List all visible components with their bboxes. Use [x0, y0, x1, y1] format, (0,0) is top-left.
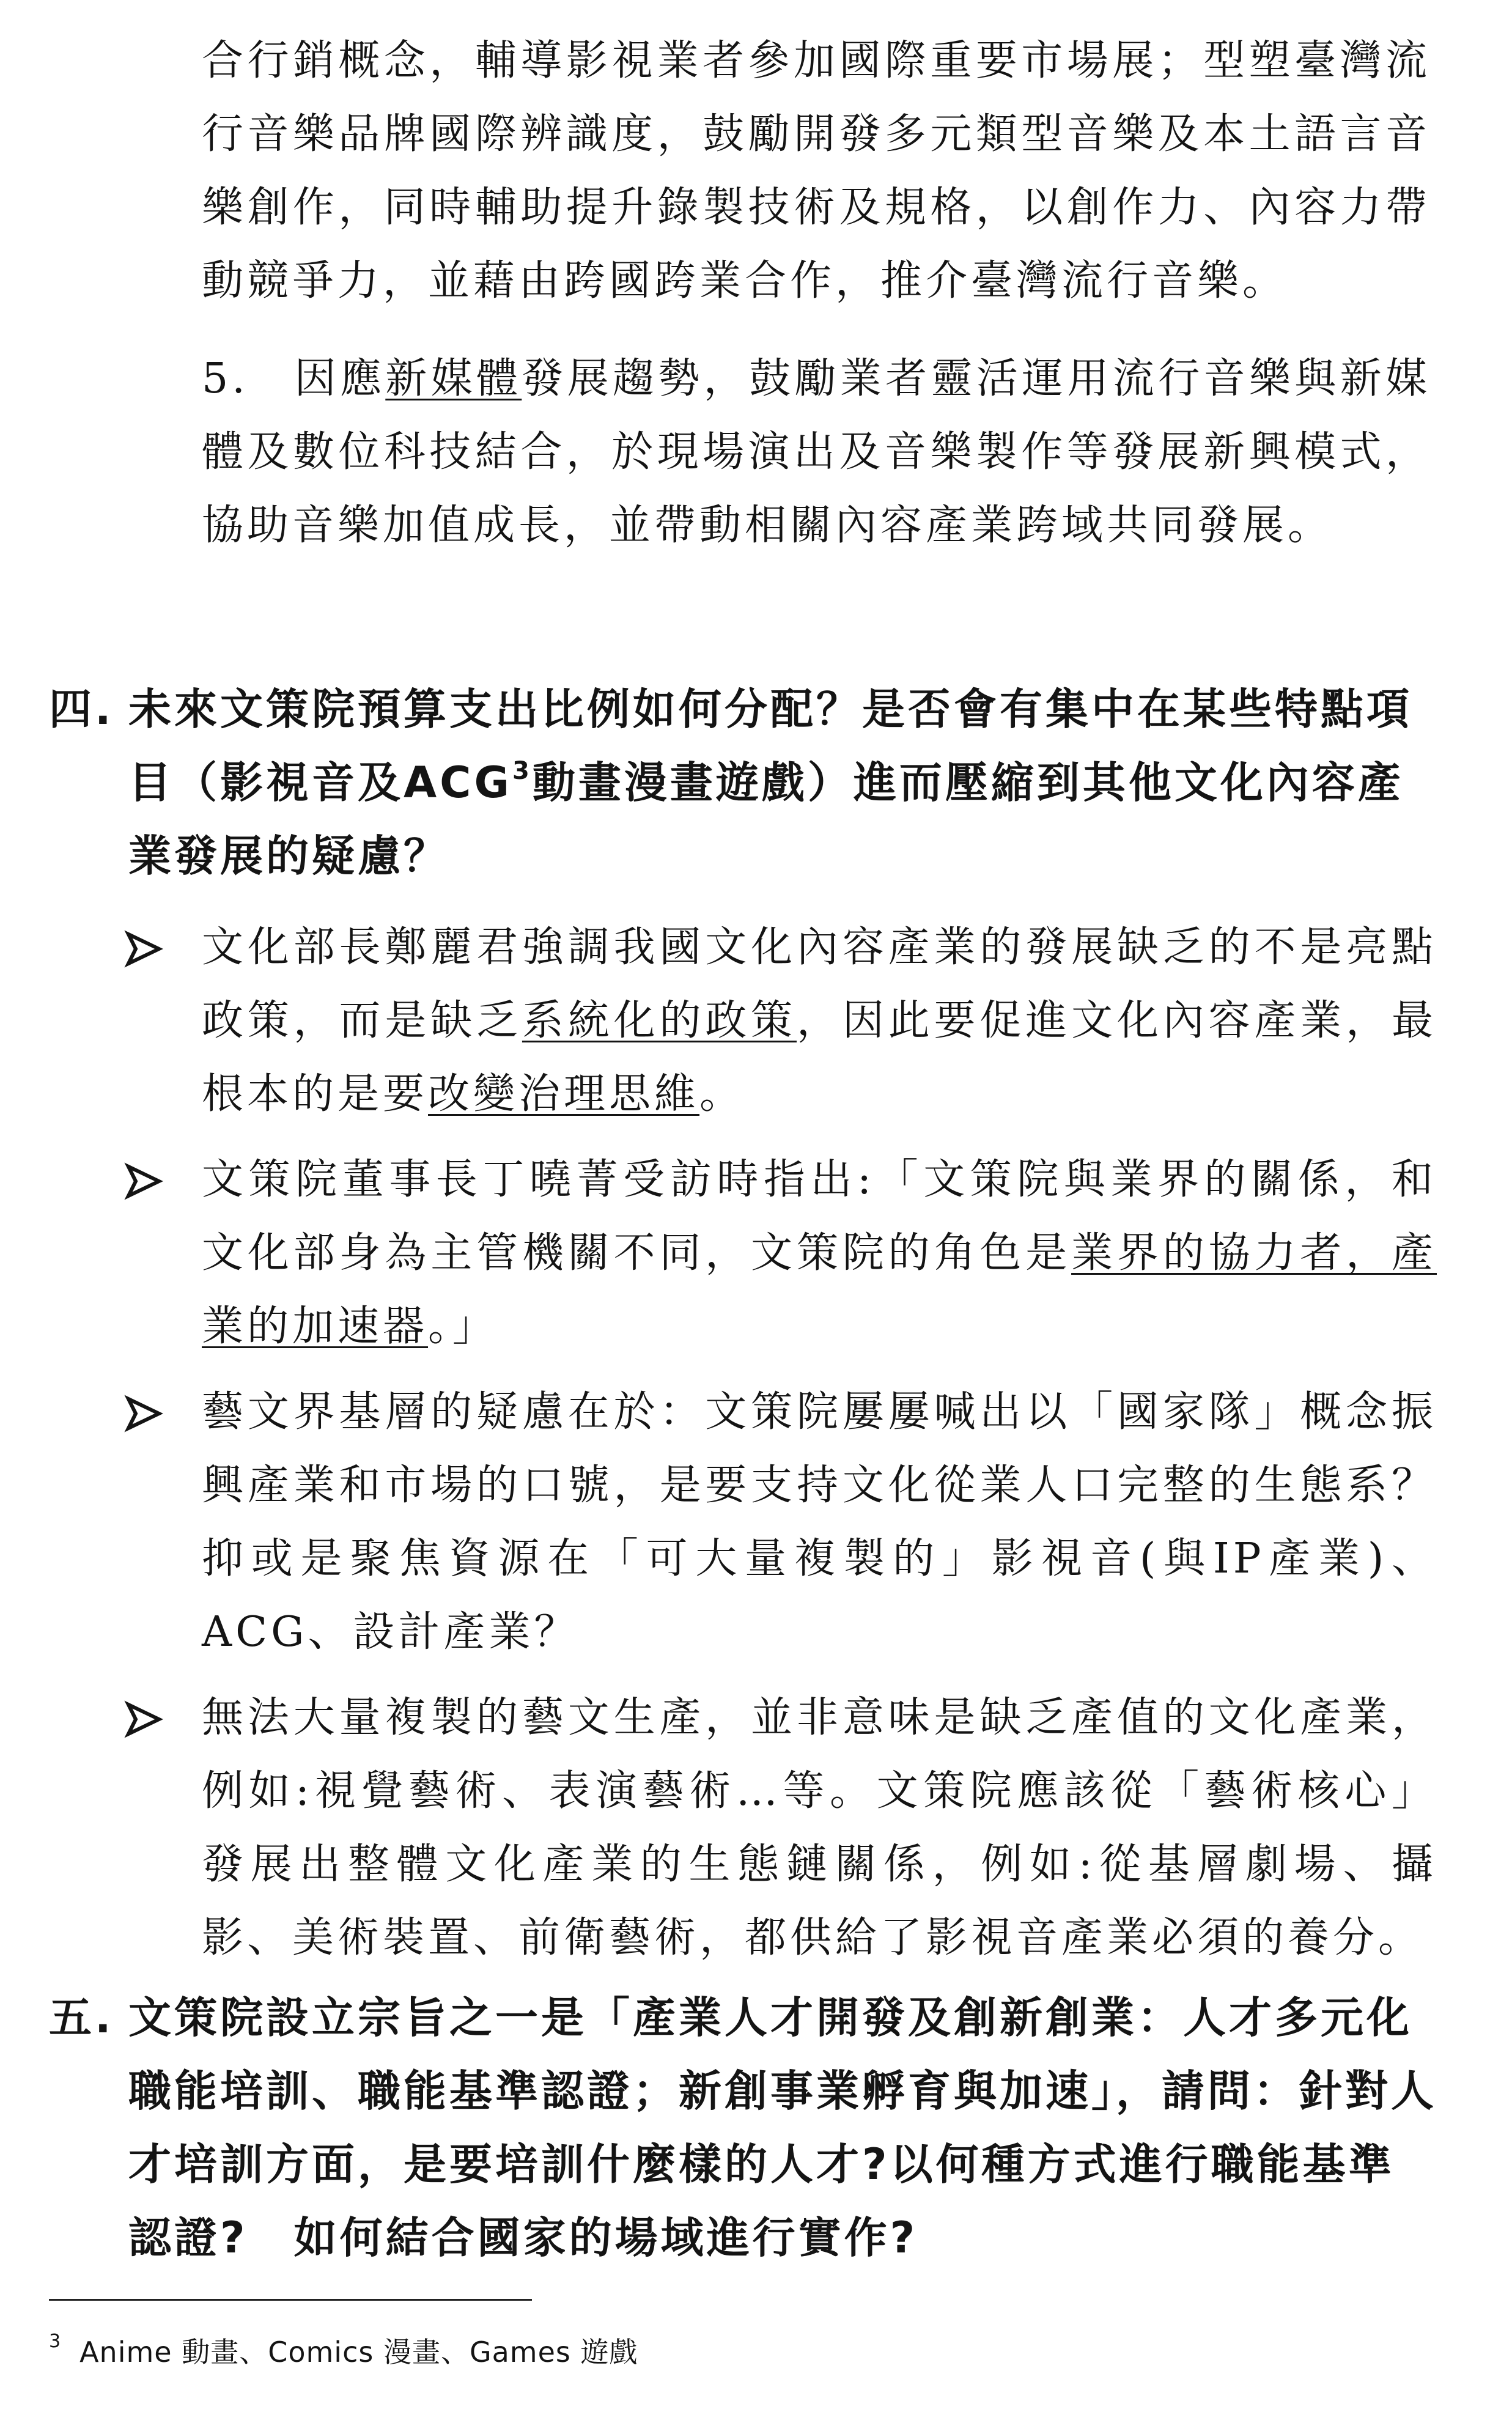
bullet-text-part: 。	[699, 1070, 745, 1118]
section-number: 五.	[49, 1993, 114, 2043]
bullet-text-part: 文化部長鄭麗君強調我國文化內容產業的發展缺乏的不是亮點政策，而是缺乏	[202, 923, 1437, 1045]
section-5-heading	[49, 1981, 1437, 2274]
bullet-item	[122, 1681, 1437, 1975]
section-title-part: 動畫漫畫遊戲）進而壓縮到其他文化內容產業發展的疑慮？	[128, 758, 1404, 881]
bullet-text-part: 藝文界基層的疑慮在於：文策院屢屢喊出以「國家隊」概念振興產業和市場的口號，是要支持文化從業人口完整的生態系？抑或是聚焦資源在「可大量複製的」影視音(與IP產業)、ACG、設計產業？	[202, 1388, 1437, 1656]
underlined-term: 新媒體	[385, 355, 522, 403]
list-item-number: 5.	[202, 355, 249, 403]
intro-paragraph-text: 合行銷概念，輔導影視業者參加國際重要市場展；型塑臺灣流行音樂品牌國際辨識度，鼓勵開發多元類型音樂及本土語言音樂創作，同時輔助提升錄製技術及規格，以創作力、內容力帶動競爭力，並藉由跨國跨業合作，推介臺灣流行音樂。	[202, 37, 1431, 305]
footnote-ref: 3	[512, 757, 533, 785]
footnote-divider	[49, 2299, 532, 2301]
bullet-item	[122, 1143, 1437, 1363]
bullet-item	[122, 1376, 1437, 1669]
bullet-text-part: 文策院董事長丁曉菁受訪時指出:「文策院與業界的關係，和文化部身為主管機關不同，文策院的角色是	[202, 1156, 1437, 1277]
section-title: 文策院設立宗旨之一是「產業人才開發及創新創業：人才多元化職能培訓、職能基準認證；新創事業孵育與加速」，請問：針對人才培訓方面，是要培訓什麼樣的人才?以何種方式進行職能基準認證? 如何結合國家的場域進行實作?	[128, 1993, 1437, 2263]
section-number: 四.	[49, 684, 114, 734]
bullet-text-part: 。」	[428, 1302, 498, 1351]
list-item-5	[202, 342, 1431, 562]
footnote-text: Anime 動畫、Comics 漫畫、Games 遊戲	[79, 2336, 638, 2369]
section-4-heading	[49, 673, 1437, 893]
arrowhead-bullet-icon	[122, 911, 165, 984]
bullet-text	[202, 1681, 1437, 1975]
bullet-text	[202, 911, 1437, 1131]
bullet-text-part: ，因此要促進文化內容產業，最根本的是要	[202, 997, 1437, 1118]
bullet-item	[122, 911, 1437, 1131]
bullet-text-part: 無法大量複製的藝文生產，並非意味是缺乏產值的文化產業，例如:視覺藝術、表演藝術…等。文策院應該從「藝術核心」發展出整體文化產業的生態鏈關係，例如:從基層劇場、攝影、美術裝置、前衛藝術，都供給了影視音產業必須的養分。	[202, 1694, 1437, 1962]
arrowhead-bullet-icon	[122, 1143, 165, 1217]
footnote-number: 3	[49, 2331, 62, 2352]
underlined-phrase: 業界的協力者，產業的加速器	[202, 1229, 1437, 1351]
section-title	[128, 673, 1437, 893]
bullet-text	[202, 1143, 1437, 1363]
arrowhead-bullet-icon	[122, 1376, 165, 1449]
list-item-text: 因應	[294, 355, 386, 403]
footnote	[49, 2317, 638, 2377]
bullet-text	[202, 1376, 1437, 1669]
section-title-part: 未來文策院預算支出比例如何分配？是否會有集中在某些特點項目（影視音及ACG	[128, 684, 1412, 808]
list-item-text-rest: 發展趨勢，鼓勵業者靈活運用流行音樂與新媒體及數位科技結合，於現場演出及音樂製作等發展新興模式，協助音樂加值成長，並帶動相關內容產業跨域共同發展。	[202, 355, 1431, 550]
intro-paragraph	[202, 24, 1431, 318]
underlined-phrase: 系統化的政策	[522, 997, 797, 1045]
arrowhead-bullet-icon	[122, 1681, 165, 1755]
underlined-phrase: 改變治理思維	[428, 1070, 700, 1118]
